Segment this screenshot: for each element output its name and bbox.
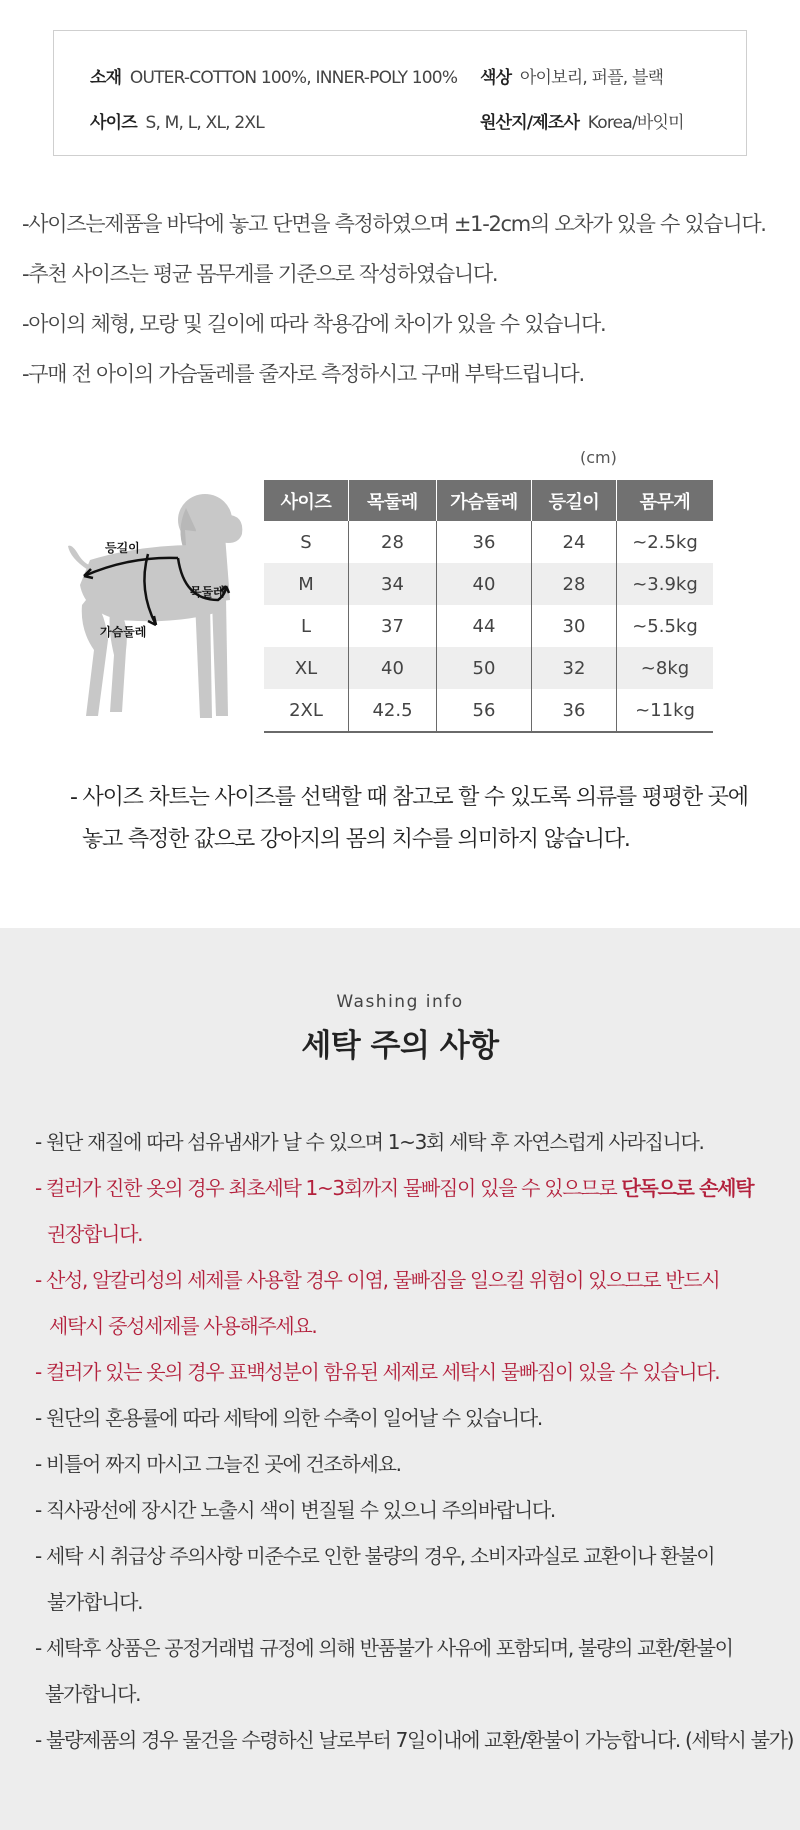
chart-note-line: 놓고 측정한 값으로 강아지의 몸의 치수를 의미하지 않습니다. (82, 827, 630, 852)
spec-box (53, 30, 747, 156)
table-cell: L (264, 605, 349, 647)
washing-line: - 직사광선에 장시간 노출시 색이 변질될 수 있으니 주의바랍니다. (35, 1498, 555, 1522)
origin-label: 원산지/제조사 (480, 113, 580, 133)
washing-line (35, 1172, 753, 1201)
origin-value: Korea/바잇미 (587, 113, 684, 133)
washing-title: 세탁 주의 사항 (301, 1028, 499, 1064)
table-cell: 40 (437, 563, 532, 605)
table-cell: 42.5 (349, 689, 437, 732)
table-cell: S (264, 521, 349, 563)
washing-line: - 산성, 알칼리성의 세제를 사용할 경우 이염, 물빠짐을 일으킬 위험이 있으므로 반드시 (35, 1268, 720, 1292)
table-cell: ~3.9kg (617, 563, 714, 605)
table-cell: ~5.5kg (632, 615, 698, 637)
column-header: 목둘레 (349, 480, 437, 521)
table-cell: 50 (437, 647, 532, 689)
color-label: 색상 (480, 68, 512, 88)
dog-illustration (60, 490, 260, 730)
washing-line: - 비틀어 짜지 마시고 그늘진 곳에 건조하세요. (35, 1452, 401, 1476)
table-cell: M (264, 563, 349, 605)
note-line: -구매 전 아이의 가슴둘레를 줄자로 측정하시고 구매 부탁드립니다. (22, 362, 584, 386)
table-cell: 30 (532, 605, 617, 647)
column-header: 가슴둘레 (437, 480, 532, 521)
washing-line: - 원단의 혼용률에 따라 세탁에 의한 수축이 일어날 수 있습니다. (35, 1406, 542, 1430)
washing-line: 권장합니다. (47, 1222, 143, 1246)
table-row (264, 605, 713, 647)
size-value: S, M, L, XL, 2XL (145, 113, 264, 133)
washing-line: - 컬러가 있는 옷의 경우 표백성분이 함유된 세제로 세탁시 물빠짐이 있을 수 있습니다. (35, 1360, 720, 1384)
table-row (264, 647, 713, 689)
table-cell: 36 (437, 521, 532, 563)
washing-line: - 원단 재질에 따라 섬유냄새가 날 수 있으며 1~3회 세탁 후 자연스럽게 사라집니다. (35, 1130, 704, 1154)
washing-line: 세탁시 중성세제를 사용해주세요. (49, 1314, 317, 1338)
table-cell: ~2.5kg (632, 531, 698, 553)
table-row (264, 563, 713, 605)
table-cell: 34 (349, 563, 437, 605)
table-cell: XL (264, 647, 349, 689)
origin-spec (480, 108, 684, 133)
washing-line-text: - 컬러가 진한 옷의 경우 최초세탁 1~3회까지 물빠짐이 있을 수 있으므로 (35, 1176, 622, 1200)
washing-line: 불가합니다. (45, 1682, 141, 1706)
size-chart-table (264, 480, 713, 733)
table-cell: 28 (532, 563, 617, 605)
table-row (264, 689, 713, 732)
table-cell: 37 (349, 605, 437, 647)
color-spec (480, 63, 663, 88)
size-spec (90, 108, 264, 133)
table-cell: 2XL (264, 689, 349, 732)
size-label: 사이즈 (90, 113, 137, 133)
note-line: -아이의 체형, 모랑 및 길이에 따라 착용감에 차이가 있을 수 있습니다. (22, 312, 606, 336)
table-row (264, 521, 713, 563)
color-value: 아이보리, 퍼플, 블랙 (519, 68, 664, 88)
table-cell: 24 (532, 521, 617, 563)
back-length-label: 등길이 (105, 541, 140, 555)
material-value: OUTER-COTTON 100%, INNER-POLY 100% (129, 68, 458, 88)
unit-label: (cm) (580, 448, 617, 467)
chart-note-line: - 사이즈 차트는 사이즈를 선택할 때 참고로 할 수 있도록 의류를 평평한 곳에 (70, 785, 748, 810)
washing-section (0, 928, 800, 1830)
column-header: 등길이 (532, 480, 617, 521)
chest-label: 가슴둘레 (100, 625, 147, 639)
column-header: 몸무게 (617, 480, 714, 521)
table-cell: 32 (532, 647, 617, 689)
washing-emphasis: 단독으로 손세탁 (621, 1176, 754, 1200)
washing-eyebrow: Washing info (336, 992, 464, 1012)
column-header: 사이즈 (264, 480, 349, 521)
table-cell: 36 (532, 689, 617, 732)
washing-line: - 불량제품의 경우 물건을 수령하신 날로부터 7일이내에 교환/환불이 가능합니다. (세탁시 불가) (35, 1728, 794, 1752)
washing-line: 불가합니다. (47, 1590, 143, 1614)
washing-line: - 세탁 시 취급상 주의사항 미준수로 인한 불량의 경우, 소비자과실로 교환이나 환불이 (35, 1544, 715, 1568)
table-cell: ~11kg (617, 689, 714, 732)
table-cell: 28 (349, 521, 437, 563)
note-line: -추천 사이즈는 평균 몸무게를 기준으로 작성하였습니다. (22, 262, 498, 286)
table-cell: 44 (437, 605, 532, 647)
table-cell: 56 (437, 689, 532, 732)
washing-line: - 세탁후 상품은 공정거래법 규정에 의해 반품불가 사유에 포함되며, 불량의 교환/환불이 (35, 1636, 733, 1660)
table-cell: ~8kg (617, 647, 714, 689)
table-header-row (264, 480, 713, 521)
material-label: 소재 (90, 68, 122, 88)
table-cell: 40 (349, 647, 437, 689)
material-spec (90, 63, 457, 88)
neck-label: 목둘레 (190, 585, 225, 599)
note-line: -사이즈는제품을 바닥에 놓고 단면을 측정하였으며 ±1-2cm의 오차가 있을 수 있습니다. (22, 212, 766, 236)
